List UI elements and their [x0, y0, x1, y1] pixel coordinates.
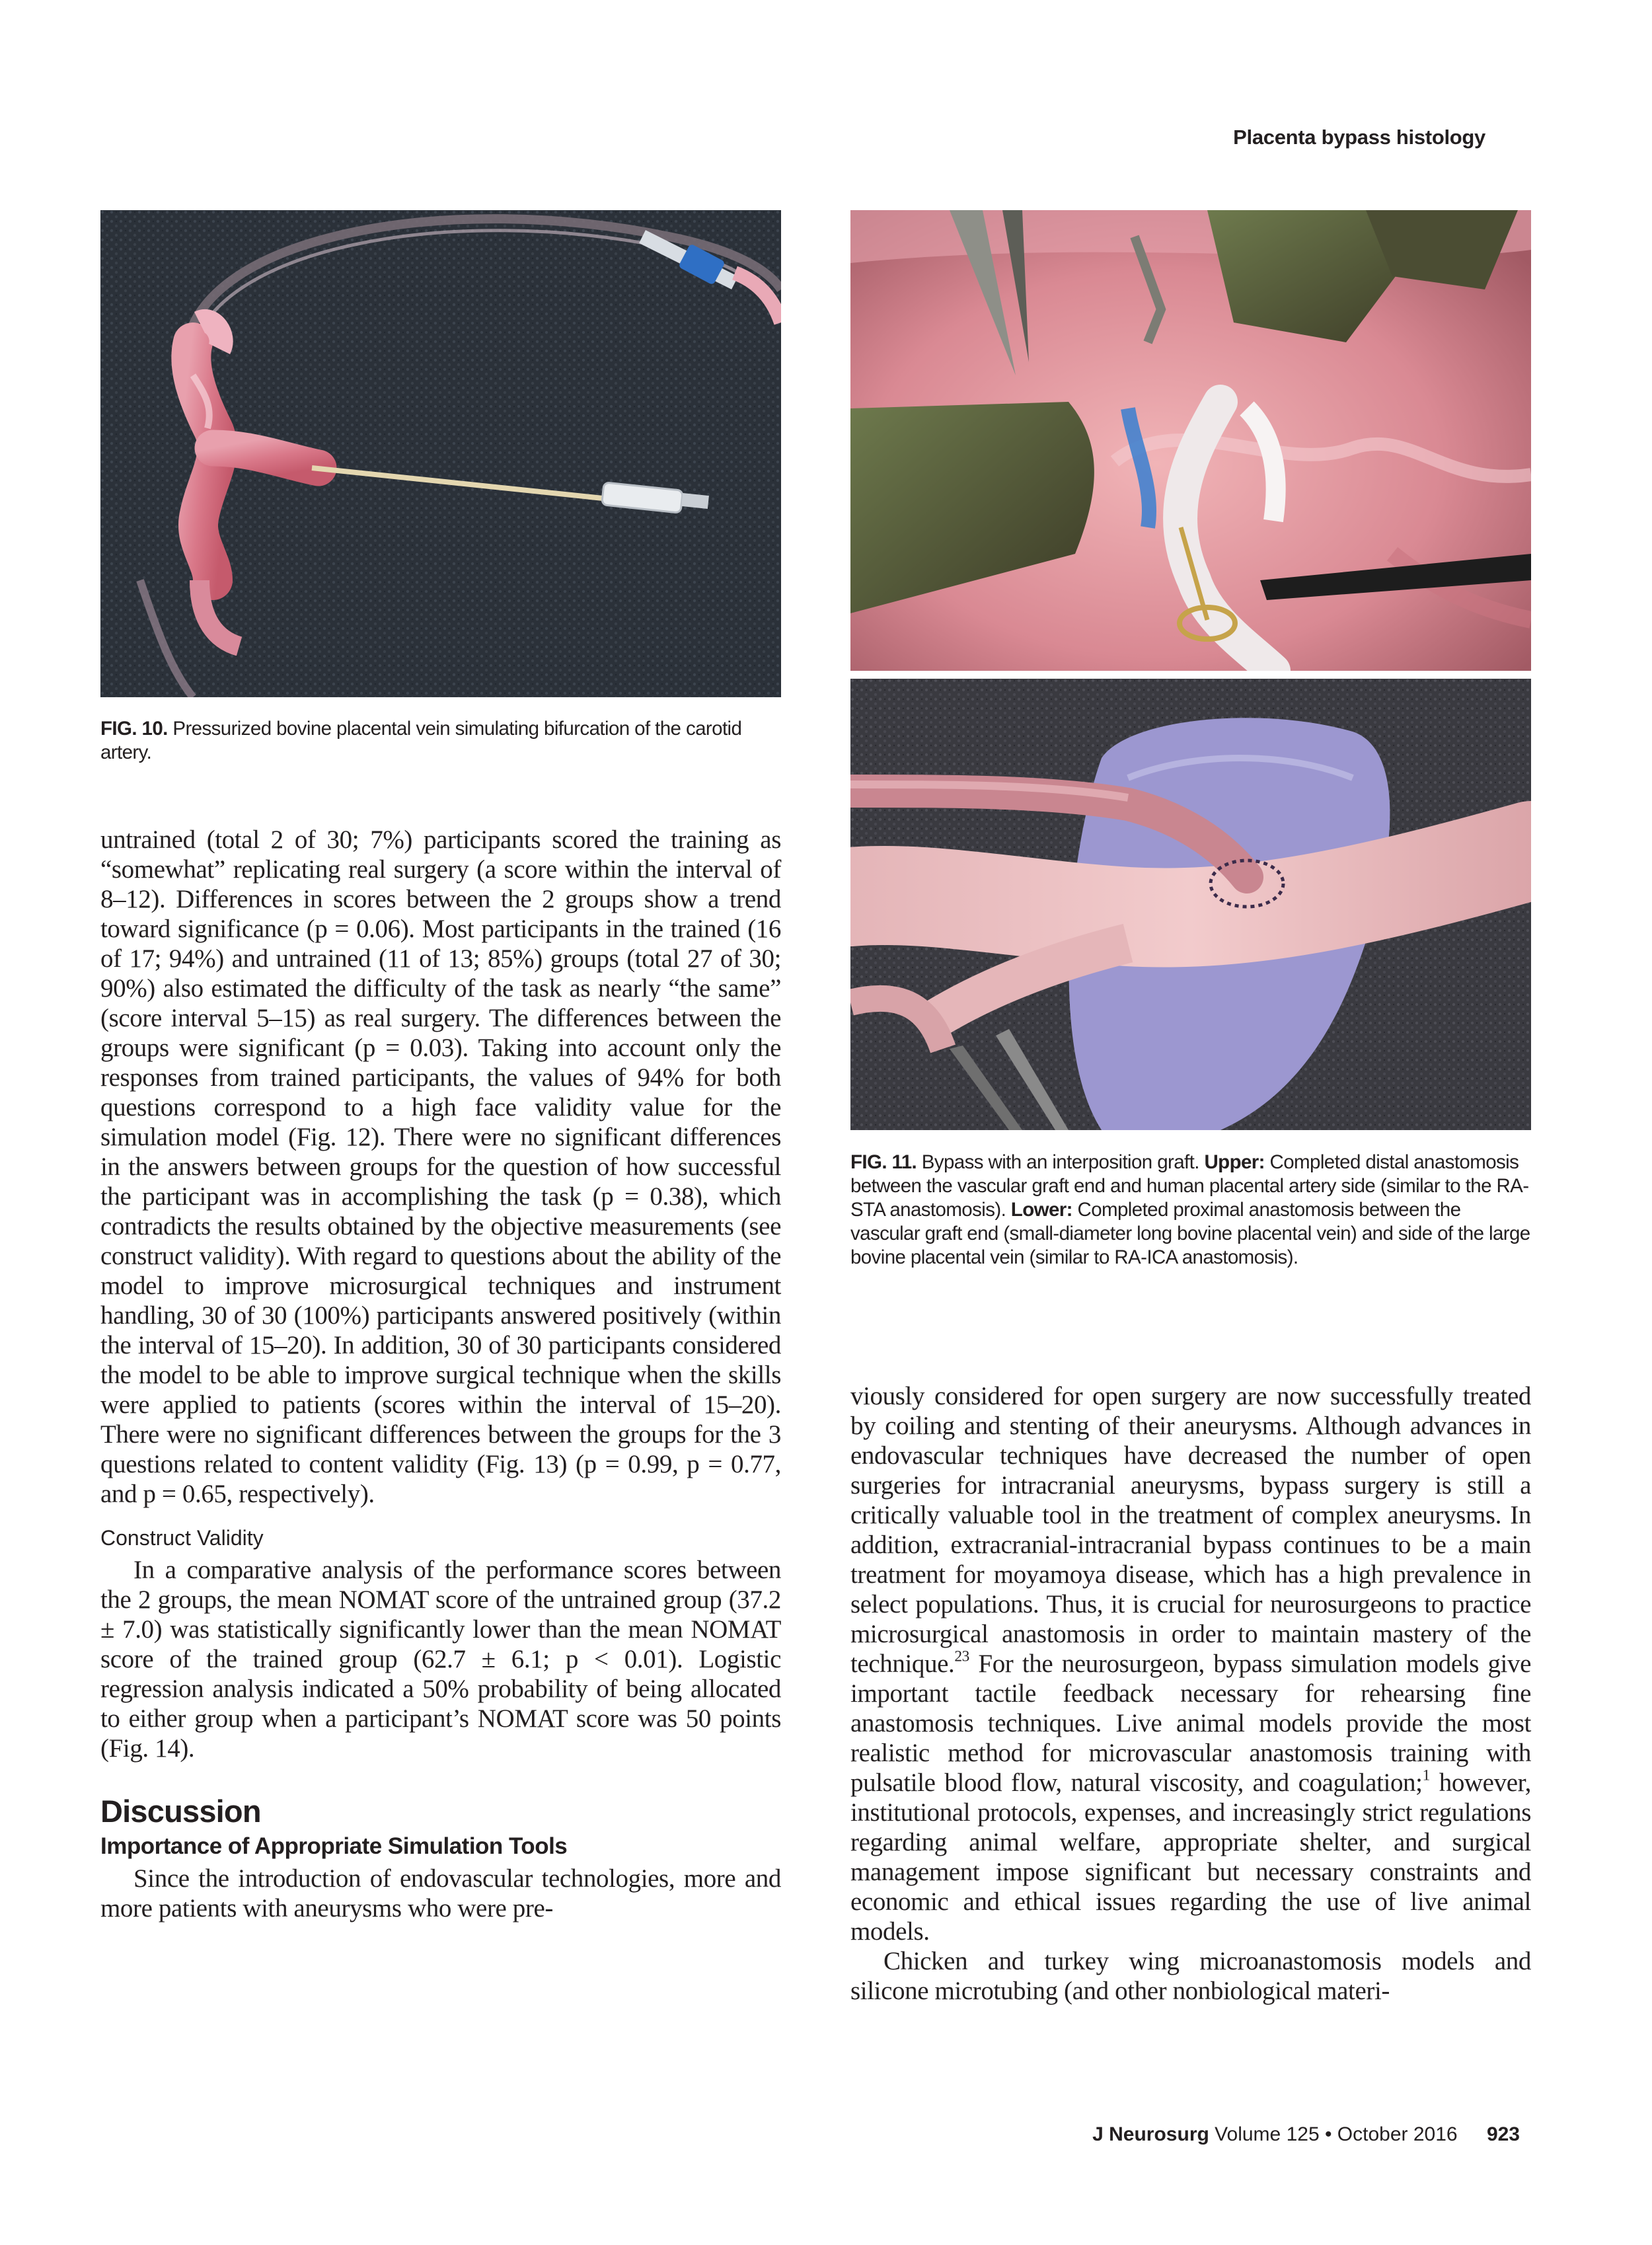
footer	[1092, 2123, 1520, 2146]
fig11-lower-photo	[850, 679, 1531, 1130]
right-para-2: Chicken and turkey wing microanastomosis models and silicone microtubing (and other nonbiological materi-	[850, 1947, 1531, 2005]
fig11-caption-intro: Bypass with an interposition graft.	[921, 1151, 1199, 1173]
fig11-upper-text: Completed distal anastomosis between the vascular graft end and human placental artery side (similar to the RA-STA anastomosis).	[850, 1151, 1529, 1221]
fig11-upper-label: Upper:	[1204, 1151, 1265, 1173]
right-para-1	[850, 1381, 1531, 1946]
discussion-heading: Discussion	[100, 1794, 261, 1829]
right-para-1-c: however, institutional protocols, expenses, and increasingly strict regulations regarding animal welfare, appropriate shelter, and surgical management impose significant but necessary constraints and economic and ethical issues regarding the use of live animal models.	[850, 1769, 1531, 1946]
construct-validity-para: In a comparative analysis of the performance scores between the 2 groups, the mean NOMAT score of the untrained group (37.2 ± 7.0) was statistically significantly lower than the mean NOMAT score of the trained group (62.7 ± 6.1; p < 0.01). Logistic regression analysis indicated a 50% probability of being allocated to either group when a participant’s NOMAT score was 50 points (Fig. 14).	[100, 1556, 781, 1763]
fig10-photo	[100, 210, 781, 697]
right-para-1-b: For the neurosurgeon, bypass simulation models give important tactile feedback necessary for rehearsing fine anastomosis techniques. Live animal models provide the most realistic method for microvascular anastomosis training with pulsatile blood flow, natural viscosity, and coagulation;	[850, 1650, 1531, 1797]
running-head: Placenta bypass histology	[1233, 126, 1485, 149]
fig11-lower-label: Lower:	[1010, 1199, 1072, 1221]
right-column	[850, 1381, 1531, 2006]
left-para-1: untrained (total 2 of 30; 7%) participants scored the training as “somewhat” replicating real surgery (a score within the interval of 8–12). Differences in scores between the 2 groups show a trend toward significance (p = 0.06). Most participants in the trained (16 of 17; 94%) and untrained (11 of 13; 85%) groups (total 27 of 30; 90%) also estimated the difficulty of the task as nearly “the same” (score interval 5–15) as real surgery. The differences between the groups were significant (p = 0.03). Taking into account only the responses from trained participants, the values of 94% for both questions correspond to a high face validity value for the simulation model (Fig. 12). There were no significant differences in the answers between groups for the question of how successful the participant was in accomplishing the task (p = 0.38), which contradicts the results obtained by the objective measurements (see construct validity). With regard to questions about the ability of the model to improve microsurgical techniques and instrument handling, 30 of 30 (100%) participants answered positively (within the interval of 15–20). In addition, 30 of 30 participants considered the model to be able to improve surgical technique when the skills were applied to patients (scores within the interval of 15–20). There were no significant differences between the groups for the 3 questions related to content validity (Fig. 13) (p = 0.99, p = 0.77, and p = 0.65, respectively).	[100, 825, 781, 1508]
right-para-1-a: viously considered for open surgery are now successfully treated by coiling and stenting of their aneurysms. Although advances in endovascular techniques have decreased the number of open surgeries for intracranial aneurysms, bypass surgery is still a critically valuable tool in the treatment of complex aneurysms. In addition, extracranial-intracranial bypass continues to be a main treatment for moyamoya disease, which has a high prevalence in select populations. Thus, it is crucial for neurosurgeons to practice microsurgical anastomosis in order to maintain mastery of the technique.	[850, 1382, 1531, 1678]
footer-issue: Volume 125 • October 2016	[1215, 2123, 1458, 2145]
importance-heading: Importance of Appropriate Simulation Tools	[100, 1833, 568, 1859]
fig10-label: FIG. 10.	[100, 718, 168, 740]
discussion-para: Since the introduction of endovascular technologies, more and more patients with aneurysms who were pre-	[100, 1864, 781, 1922]
left-column	[100, 825, 781, 1923]
fig11-upper-photo	[850, 210, 1531, 671]
ref-23: 23	[954, 1648, 969, 1665]
fig11-lower-text: Completed proximal anastomosis between the vascular graft end (small-diameter long bovine placental vein) and side of the large bovine placental vein (similar to RA-ICA anastomosis).	[850, 1199, 1530, 1268]
fig10-caption-text: Pressurized bovine placental vein simulating bifurcation of the carotid artery.	[100, 718, 742, 763]
construct-validity-heading: Construct Validity	[100, 1526, 264, 1550]
fig10-caption	[100, 717, 781, 765]
footer-journal: J Neurosurg	[1092, 2123, 1209, 2145]
ref-1: 1	[1422, 1767, 1430, 1784]
footer-page-number: 923	[1486, 2123, 1520, 2145]
fig11-label: FIG. 11.	[850, 1151, 917, 1173]
fig11-caption	[850, 1151, 1531, 1270]
